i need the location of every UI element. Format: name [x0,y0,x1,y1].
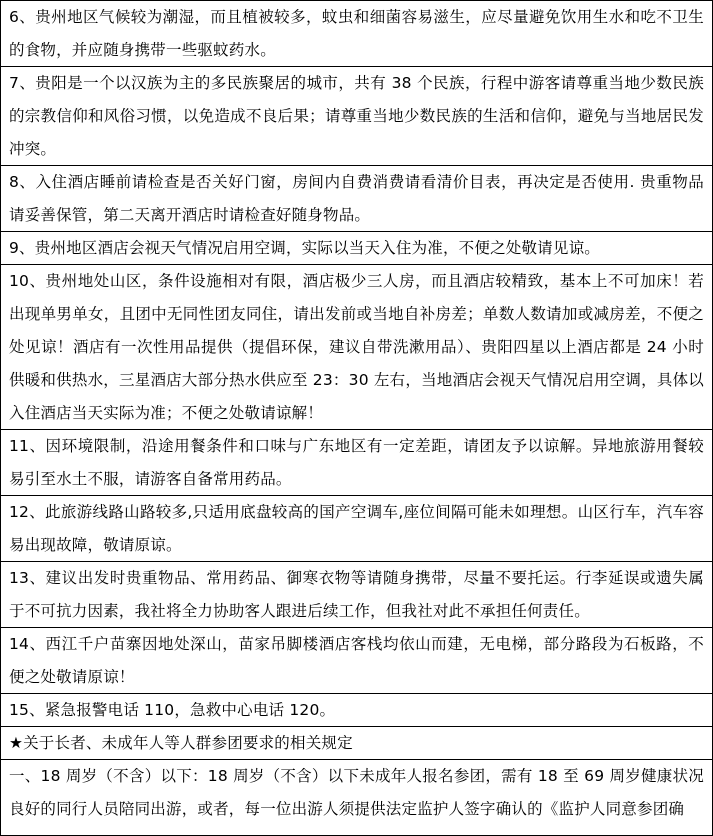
notice-row-11 [1,430,712,496]
notice-row-6 [1,1,712,67]
notice-text-13: 13、建议出发时贵重物品、常用药品、御寒衣物等请随身携带，尽量不要托运。行李延误或遗失属于不可抗力因素，我社将全力协助客人跟进后续工作，但我社对此不承担任何责任。 [9,569,704,620]
notice-text-9: 9、贵州地区酒店会视天气情况启用空调，实际以当天入住为准，不便之处敬请见谅。 [9,239,600,257]
notice-row-12 [1,496,712,562]
notice-text-14: 14、西江千户苗寨因地处深山，苗家吊脚楼酒店客栈均依山而建，无电梯，部分路段为石板路，不便之处敬请原谅！ [9,635,704,686]
rule-row-1 [1,760,712,836]
notice-text-10: 10、贵州地处山区，条件设施相对有限，酒店极少三人房，而且酒店较精致，基本上不可加床！若出现单男单女，且团中无同性团友同住，请出发前或当地自补房差；单数人数请加或减房差，不便之处见谅！酒店有一次性用品提供（提倡环保，建议自带洗漱用品）、贵阳四星以上酒店都是 24 小时供暖和供热水，三星酒店大部分热水供应至 23：30 左右，当地酒店会视天气情况启用空调，具体以入住酒店当天实际为准；不便之处敬请谅解！ [9,272,704,422]
rule-text-1: 一、18 周岁（不含）以下：18 周岁（不含）以下未成年人报名参团，需有 18 至 69 周岁健康状况良好的同行人员陪同出游，或者，每一位出游人须提供法定监护人签字确认的《监护人同意参团确 [9,767,704,818]
notice-text-6: 6、贵州地区气候较为潮湿，而且植被较多，蚊虫和细菌容易滋生，应尽量避免饮用生水和吃不卫生的食物，并应随身携带一些驱蚊药水。 [9,8,704,59]
notice-row-10 [1,265,712,430]
section-heading-row [1,727,712,760]
notice-row-13 [1,562,712,628]
notice-row-7 [1,67,712,166]
notice-row-8 [1,166,712,232]
notice-row-15 [1,694,712,727]
notice-row-14 [1,628,712,694]
notice-row-9 [1,232,712,265]
notice-text-12: 12、此旅游线路山路较多,只适用底盘较高的国产空调车,座位间隔可能未如理想。山区行车，汽车容易出现故障，敬请原谅。 [9,503,704,554]
notice-text-15: 15、紧急报警电话 110，急救中心电话 120。 [9,701,336,719]
notice-text-7: 7、贵阳是一个以汉族为主的多民族聚居的城市，共有 38 个民族，行程中游客请尊重当地少数民族的宗教信仰和风俗习惯，以免造成不良后果；请尊重当地少数民族的生活和信仰，避免与当地居民发冲突。 [9,74,704,158]
notice-text-11: 11、因环境限制，沿途用餐条件和口味与广东地区有一定差距，请团友予以谅解。异地旅游用餐较易引至水土不服，请游客自备常用药品。 [9,437,704,488]
notice-text-8: 8、入住酒店睡前请检查是否关好门窗，房间内自费消费请看清价目表，再决定是否使用. 贵重物品请妥善保管，第二天离开酒店时请检查好随身物品。 [9,173,704,224]
section-heading: ★关于长者、未成年人等人群参团要求的相关规定 [9,734,353,752]
